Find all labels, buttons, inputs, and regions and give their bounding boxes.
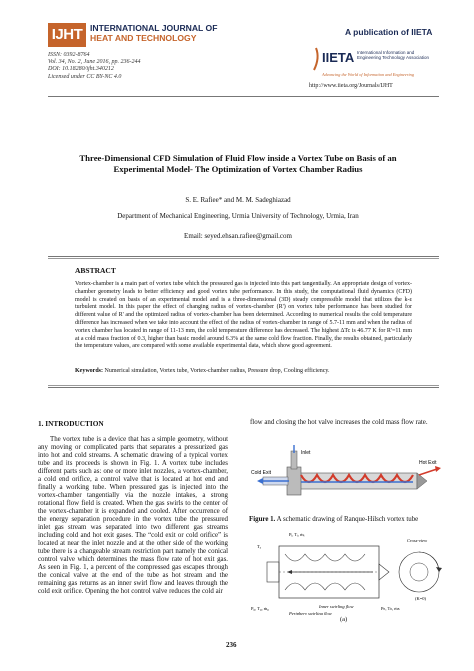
vortex-chamber (287, 467, 301, 495)
figure1-caption (249, 516, 445, 523)
iieta-tagline: Advancing the World of Information and Engineering (322, 72, 414, 77)
journal-title-line1: INTERNATIONAL JOURNAL OF (90, 23, 218, 33)
fig-label-k0: (K=0) (415, 596, 427, 601)
abstract-divider-bottom-thin (48, 385, 439, 386)
figure1a-label: (a) (340, 616, 348, 623)
fig1-inlet-label: Inlet (301, 450, 311, 456)
journal-url[interactable]: http://www.iieta.org/Journals/IJHT (309, 83, 393, 89)
abstract-divider-top-thin (48, 258, 439, 259)
iieta-name (357, 50, 429, 61)
inlet-pipe (291, 451, 297, 469)
fig1-cold-exit-label: Cold Exit (251, 470, 272, 476)
abstract-heading: ABSTRACT (75, 266, 116, 275)
fig-label-cross-view: Cross-view (407, 538, 428, 543)
iieta-logo-letters: IIETA (322, 50, 355, 65)
keywords (75, 368, 412, 376)
meta-doi: DOI: 10.18280/ijht.340212 (48, 66, 114, 73)
intro-text: The vortex tube is a device that has a simple geometry, without any moving or complicated parts that separates a pressurized gas into hot and cold streams. A schematic drawing of a typical vortex tube and its proceeds is shown in Fig. 1. A vortex tube includes different parts such as: one or more inlet nozzles, a vortex-chamber, a cold end orifice, a control valve that is located at hot end and finally a working tube. When pressured gas is injected into the vortex-chamber tangentially via the nozzle intakes, a strong rotational flow field is created. When the gas swirls to the center of the vortex-chamber it is expanded and cooled. After occurrence of the energy separation procedure in the vortex tube the pressured inlet gas stream was separated into two different gas streams including cold and hot exit gases. The “cold exit or cold orifice” is located at near the inlet nozzle and at the other side of the working tube there is a changeable stream restriction part namely the conical control valve which determines the mass flow rate of hot exit gas. As seen in Fig. 1, a percent of the compressed gas escapes through the conical valve at the end of the tube as hot stream and the remaining gas returns as an inner swirl flow and leaves through the cold exit orifice. Opening the hot control valve reduces the cold air (38, 436, 228, 595)
meta-issn: ISSN: 0392-8764 (48, 52, 90, 58)
abstract-divider-top (48, 256, 439, 257)
intro-heading: 1. INTRODUCTION (38, 419, 104, 428)
fig-label-inner-swirl: Inner swirling flow (319, 604, 354, 609)
figure1-caption-text: A schematic drawing of Ranque-Hilsch vortex tube (275, 516, 419, 523)
iieta-mark-icon (312, 46, 322, 72)
abstract-text: Vortex-chamber is a main part of vortex tube which the pressured gas is injected into this part tangentially. An appropriate design of vortex-chamber geometry leads to better efficiency and good vortex tube performance. In this study, the computational fluid dynamics (CFD) model is created on basis of an experimental model and is a three-dimensional (3D) steady compressible model that utilizes the k-ε turbulent model. In this paper the effect of changing radius of vortex-chamber (R') on vortex tube performance has been studied for different value of R' and the optimized radius of vortex-chamber has been determined. According to numerical results the cold temperature difference has increased when we take into account the effect of the radius of vortex-chamber in range of 5.7-11 mm and when the radius of vortex chamber has located in range of 11-13 mm, the cold temperature difference has decreased. The highest ΔTc is 46.77 K for R'=11 mm at a cold mass fraction of 0.3, higher than basic model around 6.3% at the same cold flow fraction. Finally, the results obtained, particularly the temperature values, are compared with some available experimental data, which show good agreement. (75, 281, 412, 350)
header-divider (48, 96, 439, 97)
journal-title (90, 23, 217, 43)
iieta-name-line1: International Information and (357, 50, 415, 55)
paper-affiliation: Department of Mechanical Engineering, Urmia University of Technology, Urmia, Iran (117, 212, 359, 220)
fig-label-ta: Tₐ (257, 544, 261, 549)
paper-authors: S. E. Rafiee* and M. M. Sadeghiazad (185, 196, 291, 204)
vortex-flow-detail-diagram (249, 528, 445, 615)
author-email[interactable]: Email: seyed.ehsan.rafiee@gmail.com (184, 232, 292, 240)
vortex-tube-schematic (249, 445, 445, 509)
meta-volume: Vol. 34, No. 2, June 2016, pp. 236-244 (48, 59, 141, 66)
fig-label-periphery-swirl: Periphery swirling flow (289, 611, 332, 615)
fig1-hot-exit-label: Hot Exit (419, 460, 437, 466)
meta-license: Licensed under CC BY-NC 4.0 (48, 73, 122, 80)
page-number: 236 (226, 641, 237, 649)
paper-title: Three-Dimensional CFD Simulation of Fluid Flow inside a Vortex Tube on Basis of an Experimental Model- The Optimization of Vortex Chamber Radius (79, 153, 397, 174)
keywords-list: Numerical simulation, Vortex tube, Vortex-chamber radius, Pressure drop, Cooling efficiency. (103, 368, 330, 374)
fig-label-cold-state: P₀, T₀, ṁ₀ (251, 606, 269, 611)
abstract-divider-bottom (48, 387, 439, 388)
iieta-name-line2: Engineering Technology Association (357, 55, 429, 61)
fig-label-inlet-state: Pᵢ, Tᵢ, ṁᵢ (289, 532, 305, 537)
fig-label-hot-state: Pₕ, Tₕ, ṁₕ (381, 606, 400, 611)
journal-title-line2: HEAT AND TECHNOLOGY (90, 33, 197, 43)
journal-logo (48, 23, 86, 47)
figure1-caption-label: Figure 1. (249, 516, 276, 523)
intro-text-continued: flow and closing the hot valve increases the cold mass flow rate. (250, 419, 428, 426)
logo-text: IJHT (51, 26, 83, 43)
keywords-label: Keywords: (75, 368, 103, 374)
journal-meta (48, 52, 141, 81)
publisher-line: A publication of IIETA (345, 27, 433, 37)
